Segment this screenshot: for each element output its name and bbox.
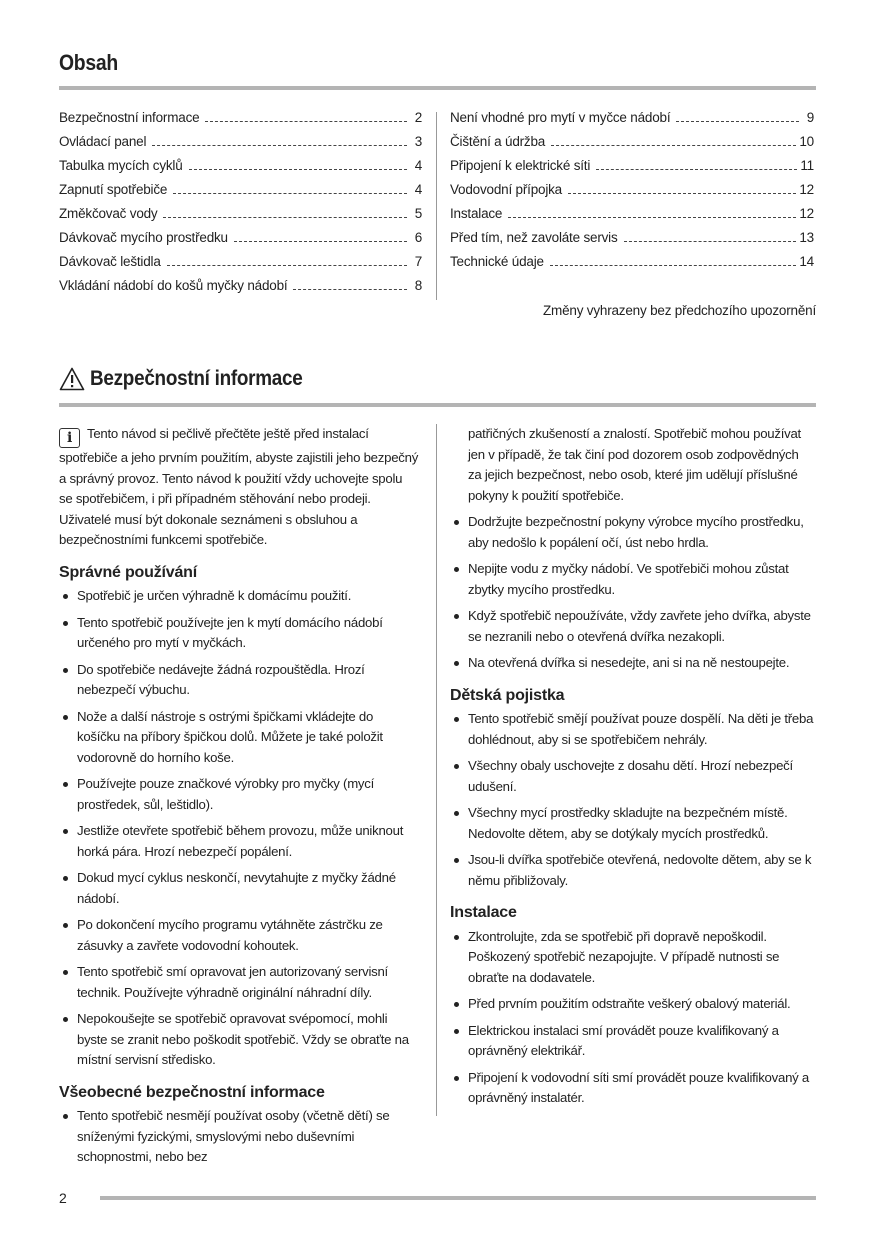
toc-entry[interactable]: Technické údaje 14 [450,254,814,269]
list-item: Když spotřebič nepoužíváte, vždy zavřete jeho dvířka, abyste se nezranili nebo o otevřená dvířka nezakopli. [450,606,814,647]
list-item: Spotřebič je určen výhradně k domácímu použití. [59,586,419,607]
toc-entry[interactable]: Před tím, než zavoláte servis 13 [450,230,814,245]
toc-title: Obsah [59,50,118,75]
correct-use-list [59,586,419,1071]
list-item: Nože a další nástroje s ostrými špičkami vkládejte do košíčku na příbory špičkou dolů. Můžete je také položit vodorovně do horního koše. [59,707,419,769]
changes-note: Změny vyhrazeny bez předchozího upozornění [542,303,816,318]
list-item: Tento spotřebič používejte jen k mytí domácího nádobí určeného pro mytí v myčkách. [59,613,419,654]
list-item: Všechny mycí prostředky skladujte na bezpečném místě. Nedovolte dětem, aby se dotýkaly mycích prostředků. [450,803,814,844]
footer-rule [100,1196,816,1200]
intro-paragraph: i Tento návod si pečlivě přečtěte ještě před instalací spotřebiče a jeho prvním použitím, abyste zajistili jeho bezpečný a správný provoz. Tento návod k použití vždy uchovejte spolu se spotřebičem, i při případném stěhování nebo prodeji. Uživatelé musí být dokonale seznámeni s obsluhou a bezpečnostními funkcemi spotřebiče. [59,426,419,548]
child-lock-list [450,709,814,891]
child-lock-heading: Dětská pojistka [450,686,565,704]
list-item: Po dokončení mycího programu vytáhněte zástrčku ze zásuvky a zavřete vodovodní kohoutek. [59,915,419,956]
installation-heading: Instalace [450,904,517,921]
toc-left-column [59,110,422,302]
safety-title-rule [59,403,816,407]
toc-entry[interactable]: Změkčovač vody 5 [59,206,422,221]
toc-entry[interactable]: Tabulka mycích cyklů 4 [59,158,422,173]
list-item: Připojení k vodovodní síti smí provádět pouze kvalifikovaný a oprávněný instalatér. [450,1068,814,1109]
list-item: Nepijte vodu z myčky nádobí. Ve spotřebiči mohou zůstat zbytky mycího prostředku. [450,559,814,600]
toc-entry[interactable]: Ovládací panel 3 [59,134,422,149]
list-item: Elektrickou instalaci smí provádět pouze kvalifikovaný a oprávněný elektrikář. [450,1021,814,1062]
list-item: Před prvním použitím odstraňte veškerý obalový materiál. [450,994,814,1015]
list-item: Dodržujte bezpečnostní pokyny výrobce mycího prostředku, aby nedošlo k popálení očí, úst nebo hrdla. [450,512,814,553]
list-item: Tento spotřebič smí opravovat jen autorizovaný servisní technik. Používejte výhradně originální náhradní díly. [59,962,419,1003]
toc-entry[interactable]: Připojení k elektrické síti 11 [450,158,814,173]
toc-title-rule [59,86,816,90]
toc-entry[interactable]: Instalace 12 [450,206,814,221]
safety-left-column [59,424,419,1174]
toc-entry[interactable]: Vkládání nádobí do košů myčky nádobí 8 [59,278,422,293]
toc-entry[interactable]: Není vhodné pro mytí v myčce nádobí 9 [450,110,814,125]
list-item: Tento spotřebič smějí používat pouze dospělí. Na děti je třeba dohlédnout, aby si se spotřebičem nehrály. [450,709,814,750]
list-item: Nepokoušejte se spotřebič opravovat svépomocí, mohli byste se zranit nebo poškodit spotřebič. Vždy se obraťte na místní servisní středisko. [59,1009,419,1071]
list-item: Na otevřená dvířka si nesedejte, ani si na ně nestoupejte. [450,653,814,674]
list-item: Zkontrolujte, zda se spotřebič při dopravě nepoškodil. Poškozený spotřebič nezapojujte. V případě nutnosti se obraťte na dodavatele. [450,927,814,989]
toc-column-divider [436,112,437,300]
safety-title: Bezpečnostní informace [90,367,303,390]
general-safety-heading: Všeobecné bezpečnostní informace [59,1083,325,1101]
correct-use-heading: Správné používání [59,563,197,581]
toc-entry[interactable]: Dávkovač leštidla 7 [59,254,422,269]
list-item: Dokud mycí cyklus neskončí, nevytahujte z myčky žádné nádobí. [59,868,419,909]
list-item: Jsou-li dvířka spotřebiče otevřená, nedovolte dětem, aby se k němu přibližovaly. [450,850,814,891]
installation-list [450,927,814,1109]
general-safety-list [59,1106,419,1168]
safety-heading [59,367,326,391]
list-item: Jestliže otevřete spotřebič během provozu, může uniknout horká pára. Hrozí nebezpečí popálení. [59,821,419,862]
list-item-continued: patřičných zkušeností a znalostí. Spotřebič mohou používat jen v případě, že tak činí pod dozorem osob zodpovědných za jejich bezpečnost, nebo osob, které jim udělují příslušné pokyny k použití spotřebiče. [468,426,801,503]
column-divider [436,424,437,1116]
info-icon: i [59,428,80,448]
toc-entry[interactable]: Zapnutí spotřebiče 4 [59,182,422,197]
toc-entry[interactable]: Bezpečnostní informace 2 [59,110,422,125]
toc-entry[interactable]: Vodovodní přípojka 12 [450,182,814,197]
list-item: Do spotřebiče nedávejte žádná rozpouštědla. Hrozí nebezpečí výbuchu. [59,660,419,701]
toc-right-column [450,110,814,278]
list-item: Všechny obaly uschovejte z dosahu dětí. Hrozí nebezpečí udušení. [450,756,814,797]
page-number: 2 [59,1190,67,1206]
warning-icon [59,367,85,391]
list-item: Používejte pouze značkové výrobky pro myčky (mycí prostředek, sůl, leštidlo). [59,774,419,815]
toc-entry[interactable]: Dávkovač mycího prostředku 6 [59,230,422,245]
general-safety-list-cont [450,512,814,674]
safety-right-column [450,424,814,1115]
list-item: Tento spotřebič nesmějí používat osoby (včetně dětí) se sníženými fyzickými, smyslovými nebo duševními schopnostmi, nebo bez [59,1106,419,1168]
toc-entry[interactable]: Čištění a údržba 10 [450,134,814,149]
